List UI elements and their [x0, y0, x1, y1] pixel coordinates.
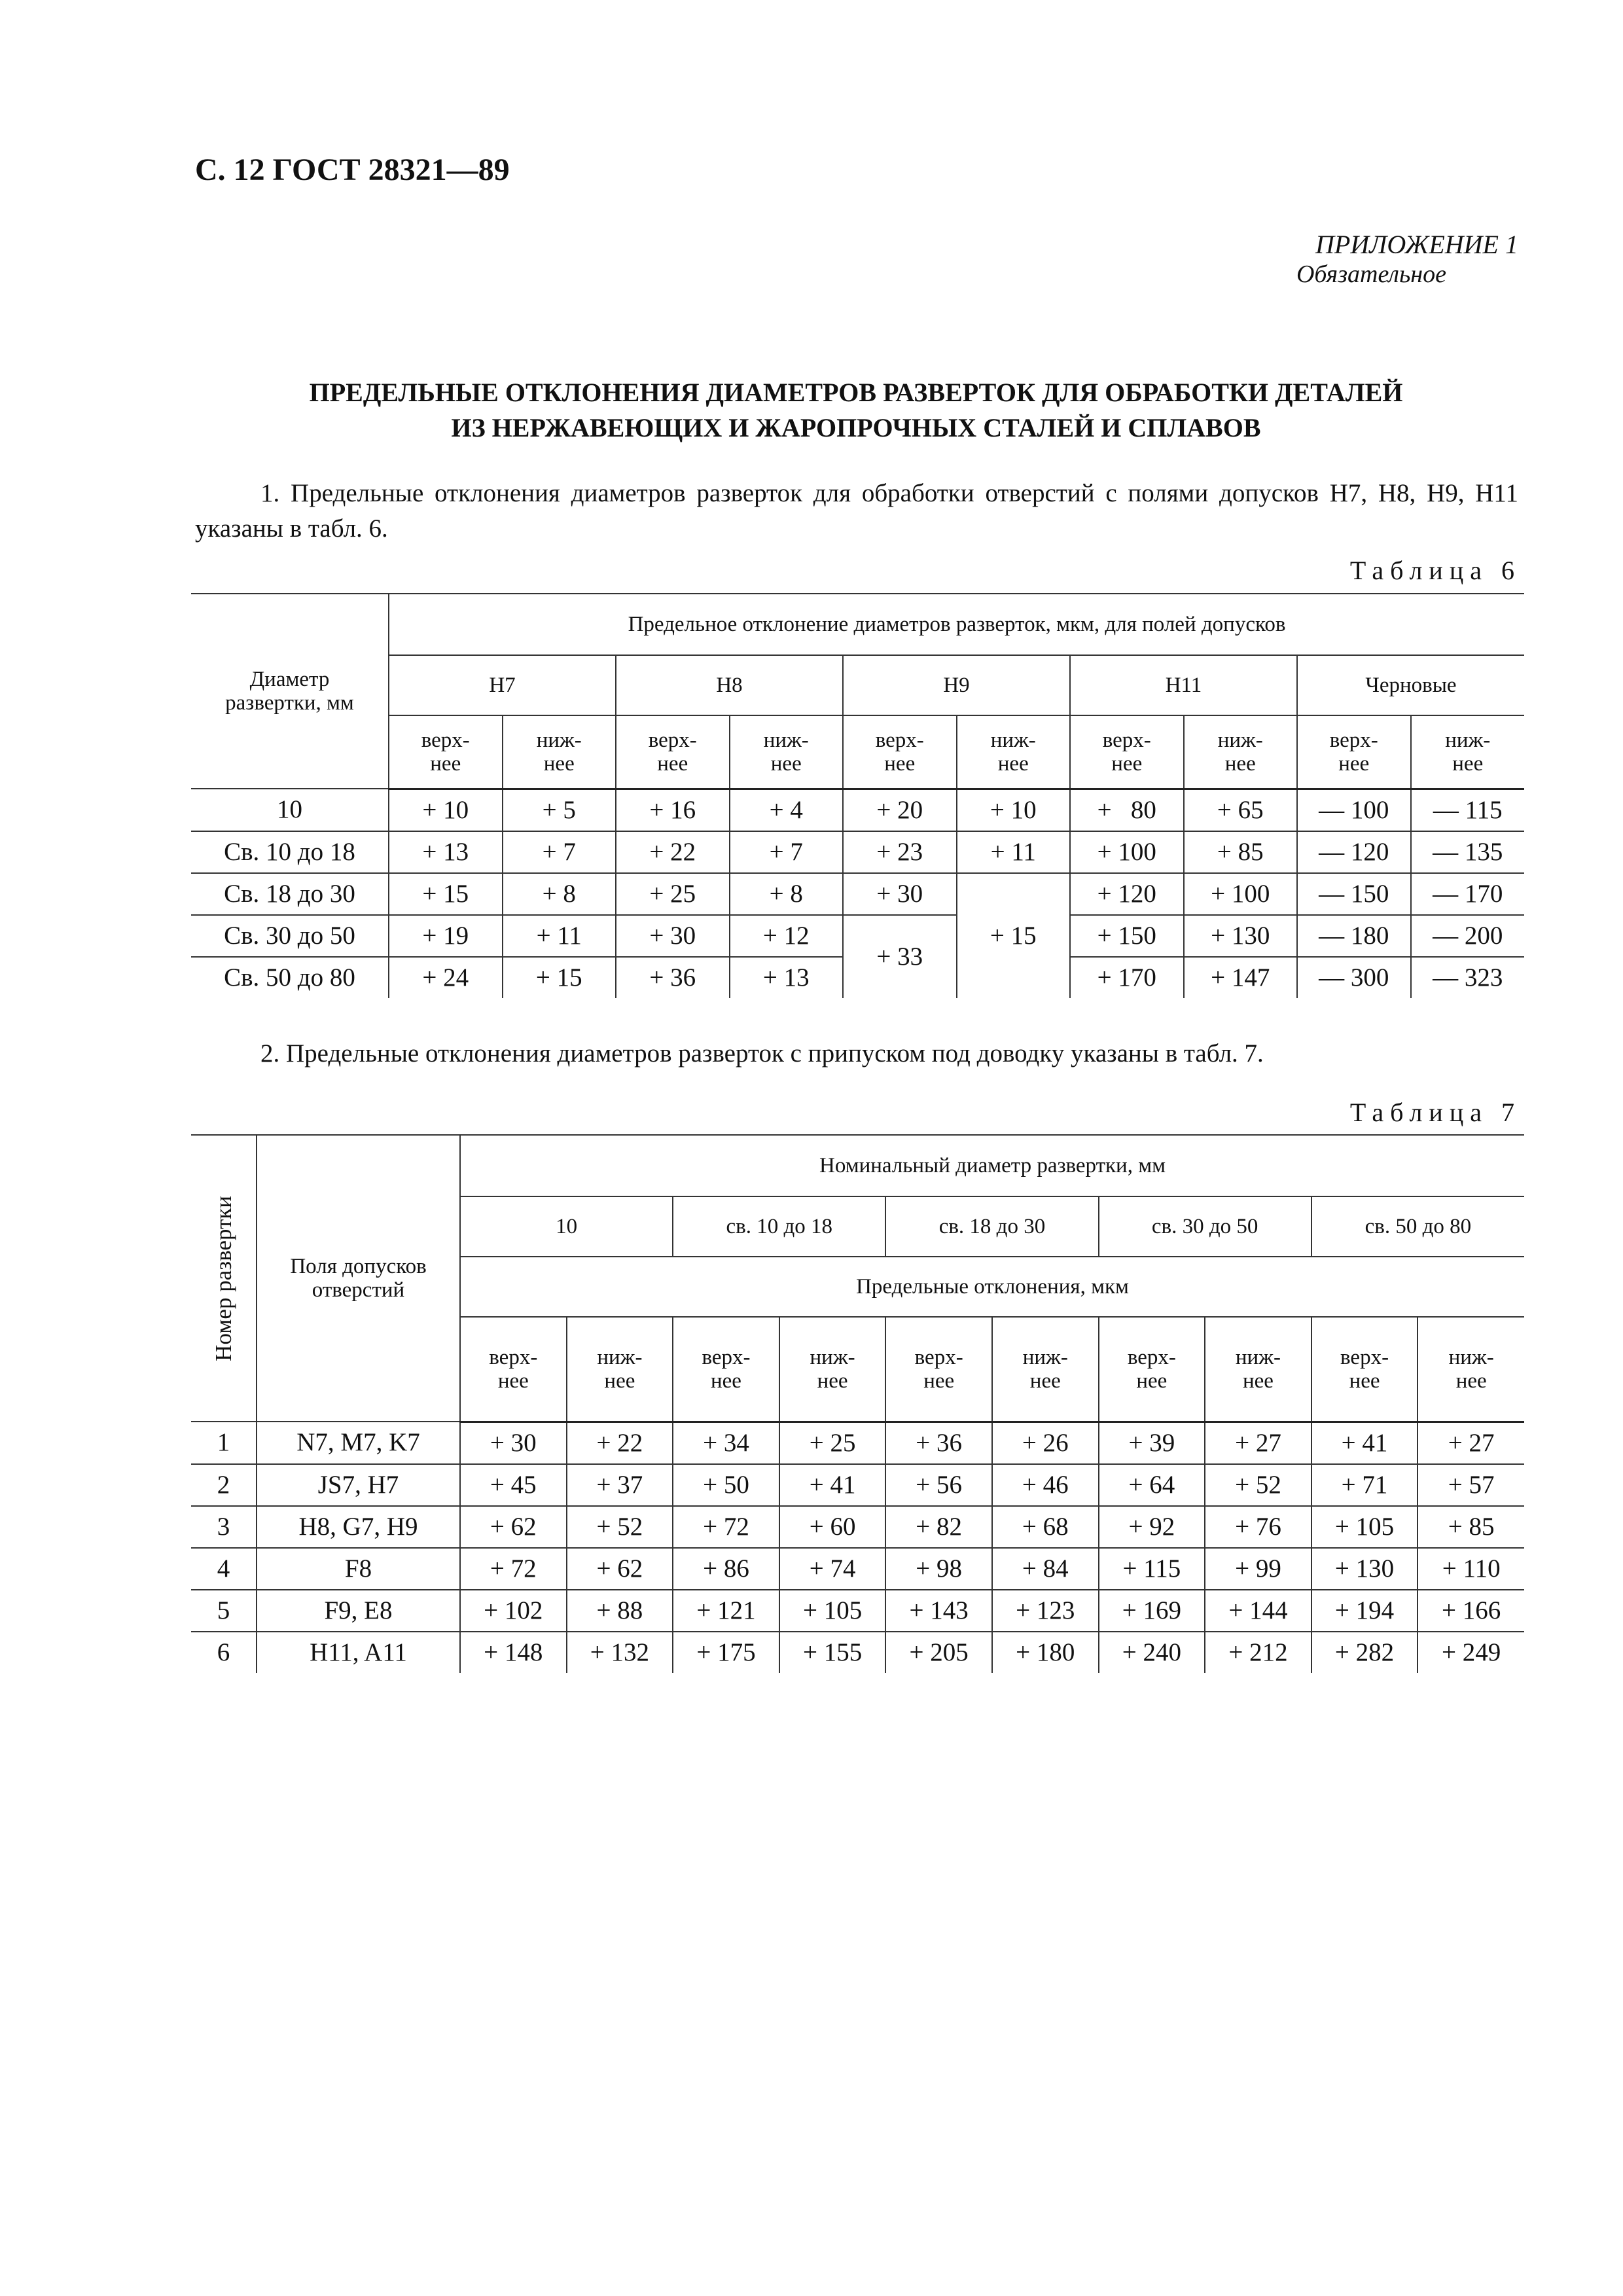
t7-value-cell: + 27 [1205, 1422, 1311, 1464]
section-heading [195, 375, 1517, 446]
t6-value-cell: + 15 [389, 873, 503, 915]
t7-fields-cell: F9, E8 [257, 1590, 460, 1632]
t7-value-cell: + 25 [779, 1422, 886, 1464]
t6-value-cell: + 30 [616, 915, 730, 957]
t6-lower-header: ниж- нее [1411, 715, 1525, 789]
t7-value-cell: + 166 [1418, 1590, 1524, 1632]
t7-row [191, 1548, 1524, 1590]
t6-upper-header: верх- нее [1070, 715, 1184, 789]
t7-lower-header: ниж- нее [1205, 1317, 1311, 1422]
t6-value-cell: + 100 [1070, 831, 1184, 873]
t7-upper-header: верх- нее [460, 1317, 567, 1422]
t6-value-cell: + 147 [1184, 957, 1298, 998]
t6-diameter-cell: Св. 30 до 50 [191, 915, 389, 957]
t6-field-rough: Черновые [1297, 655, 1524, 715]
t6-value-cell: — 323 [1411, 957, 1525, 998]
t7-value-cell: + 282 [1311, 1632, 1418, 1673]
t6-row [191, 789, 1524, 831]
t7-lower-header: ниж- нее [1418, 1317, 1524, 1422]
t7-value-cell: + 41 [779, 1464, 886, 1506]
t7-value-cell: + 86 [673, 1548, 779, 1590]
t6-value-cell: — 300 [1297, 957, 1411, 998]
t7-fields-label: Поля допусков отверстий [290, 1255, 427, 1302]
t6-group-header: Предельное отклонение диаметров разверток, мкм, для полей допусков [389, 594, 1524, 655]
t6-merged-h9-lower: + 15 [957, 873, 1071, 998]
t6-upper-header: верх- нее [1297, 715, 1411, 789]
t6-value-cell: + 170 [1070, 957, 1184, 998]
t6-diameter-label: Диаметр развертки, мм [225, 668, 354, 715]
t7-value-cell: + 240 [1099, 1632, 1205, 1673]
t7-number-label: Номер развертки [210, 1195, 236, 1361]
t7-number-cell: 1 [191, 1422, 257, 1464]
page-header: С. 12 ГОСТ 28321—89 [195, 152, 510, 187]
t6-value-cell: + 120 [1070, 873, 1184, 915]
t7-value-cell: + 110 [1418, 1548, 1524, 1590]
t7-value-cell: + 26 [992, 1422, 1099, 1464]
t7-value-cell: + 194 [1311, 1590, 1418, 1632]
t6-value-cell: — 120 [1297, 831, 1411, 873]
t6-value-cell: + 30 [843, 873, 957, 915]
t7-value-cell: + 84 [992, 1548, 1099, 1590]
t7-value-cell: + 52 [1205, 1464, 1311, 1506]
t7-value-cell: + 37 [567, 1464, 673, 1506]
t7-value-cell: + 143 [885, 1590, 992, 1632]
table-7-caption: Таблица 7 [1349, 1098, 1521, 1127]
t7-subheader: Предельные отклонения, мкм [460, 1257, 1524, 1317]
t7-value-cell: + 105 [1311, 1506, 1418, 1548]
t6-value-cell: + 85 [1184, 831, 1298, 873]
t7-value-cell: + 132 [567, 1632, 673, 1673]
table-6-caption: Таблица 6 [1349, 556, 1521, 585]
t7-value-cell: + 72 [460, 1548, 567, 1590]
t6-value-cell: + 15 [503, 957, 616, 998]
t6-value-cell: + 16 [616, 789, 730, 831]
t6-value-cell: + 20 [843, 789, 957, 831]
t7-row [191, 1422, 1524, 1464]
t7-value-cell: + 45 [460, 1464, 567, 1506]
t7-value-cell: + 62 [460, 1506, 567, 1548]
appendix-title: ПРИЛОЖЕНИЕ 1 [1315, 230, 1518, 259]
t6-value-cell: + 11 [503, 915, 616, 957]
t7-number-cell: 2 [191, 1464, 257, 1506]
t7-lower-header: ниж- нее [779, 1317, 886, 1422]
t7-row [191, 1590, 1524, 1632]
t6-lower-header: ниж- нее [730, 715, 844, 789]
t6-lower-header: ниж- нее [957, 715, 1071, 789]
t6-value-cell: — 150 [1297, 873, 1411, 915]
t7-value-cell: + 46 [992, 1464, 1099, 1506]
t7-value-cell: + 123 [992, 1590, 1099, 1632]
t6-field-h8: H8 [616, 655, 843, 715]
t7-value-cell: + 27 [1418, 1422, 1524, 1464]
t7-value-cell: + 71 [1311, 1464, 1418, 1506]
t7-diameter-cell: св. 30 до 50 [1099, 1196, 1311, 1257]
t6-value-cell: — 115 [1411, 789, 1525, 831]
t7-value-cell: + 74 [779, 1548, 886, 1590]
t7-fields-header [257, 1135, 460, 1422]
t7-value-cell: + 36 [885, 1422, 992, 1464]
t6-value-cell: + 25 [616, 873, 730, 915]
t7-number-cell: 3 [191, 1506, 257, 1548]
t7-value-cell: + 56 [885, 1464, 992, 1506]
t6-value-cell: + 13 [730, 957, 844, 998]
t7-value-cell: + 39 [1099, 1422, 1205, 1464]
table-6 [191, 593, 1524, 998]
t6-lower-header: ниж- нее [1184, 715, 1298, 789]
t7-value-cell: + 105 [779, 1590, 886, 1632]
t6-value-cell: + 36 [616, 957, 730, 998]
t6-upper-header: верх- нее [616, 715, 730, 789]
t6-value-cell: + 130 [1184, 915, 1298, 957]
t7-value-cell: + 60 [779, 1506, 886, 1548]
appendix-subtitle: Обязательное [1296, 260, 1446, 288]
t6-value-cell: + 65 [1184, 789, 1298, 831]
t7-value-cell: + 249 [1418, 1632, 1524, 1673]
t7-value-cell: + 57 [1418, 1464, 1524, 1506]
t7-diameter-cell: св. 50 до 80 [1311, 1196, 1524, 1257]
t6-value-cell: + 150 [1070, 915, 1184, 957]
t7-value-cell: + 64 [1099, 1464, 1205, 1506]
t7-upper-header: верх- нее [1311, 1317, 1418, 1422]
t6-value-cell: + 7 [503, 831, 616, 873]
t7-row [191, 1506, 1524, 1548]
t7-value-cell: + 22 [567, 1422, 673, 1464]
t6-diameter-cell: Св. 10 до 18 [191, 831, 389, 873]
t7-value-cell: + 34 [673, 1422, 779, 1464]
t7-row [191, 1632, 1524, 1673]
t7-value-cell: + 52 [567, 1506, 673, 1548]
t7-value-cell: + 98 [885, 1548, 992, 1590]
t7-value-cell: + 102 [460, 1590, 567, 1632]
t6-row [191, 873, 1524, 915]
table-7 [191, 1134, 1524, 1673]
t6-value-cell: + 5 [503, 789, 616, 831]
t7-value-cell: + 41 [1311, 1422, 1418, 1464]
t7-diameter-cell: св. 18 до 30 [885, 1196, 1098, 1257]
t6-value-cell: + 7 [730, 831, 844, 873]
t6-value-cell: — 180 [1297, 915, 1411, 957]
t6-field-h7: H7 [389, 655, 616, 715]
t6-value-cell: + 10 [957, 789, 1071, 831]
t7-fields-cell: F8 [257, 1548, 460, 1590]
t7-lower-header: ниж- нее [567, 1317, 673, 1422]
t7-value-cell: + 92 [1099, 1506, 1205, 1548]
t6-field-h11: H11 [1070, 655, 1297, 715]
t7-number-header [191, 1135, 257, 1422]
t7-value-cell: + 155 [779, 1632, 886, 1673]
t7-value-cell: + 205 [885, 1632, 992, 1673]
t6-value-cell: — 135 [1411, 831, 1525, 873]
t7-value-cell: + 144 [1205, 1590, 1311, 1632]
t6-diameter-cell: Св. 18 до 30 [191, 873, 389, 915]
t6-lower-header: ниж- нее [503, 715, 616, 789]
t7-fields-cell: N7, M7, K7 [257, 1422, 460, 1464]
t7-value-cell: + 82 [885, 1506, 992, 1548]
t6-value-cell: — 170 [1411, 873, 1525, 915]
t6-diameter-cell: Св. 50 до 80 [191, 957, 389, 998]
t6-value-cell: + 4 [730, 789, 844, 831]
t7-value-cell: + 121 [673, 1590, 779, 1632]
t7-diameter-cell: 10 [460, 1196, 673, 1257]
t6-value-cell: + 10 [389, 789, 503, 831]
t7-number-cell: 6 [191, 1632, 257, 1673]
t7-fields-cell: JS7, H7 [257, 1464, 460, 1506]
t6-value-cell: + 24 [389, 957, 503, 998]
t7-value-cell: + 85 [1418, 1506, 1524, 1548]
t6-value-cell: + 100 [1184, 873, 1298, 915]
t7-upper-header: верх- нее [885, 1317, 992, 1422]
t6-value-cell: + 8 [503, 873, 616, 915]
t7-value-cell: + 50 [673, 1464, 779, 1506]
t7-value-cell: + 88 [567, 1590, 673, 1632]
paragraph-1: 1. Предельные отклонения диаметров разверток для обработки отверстий с полями допусков H7, H8, H9, H11 указаны в табл. 6. [195, 479, 1518, 543]
t7-upper-header: верх- нее [673, 1317, 779, 1422]
t6-field-h9: H9 [843, 655, 1070, 715]
t7-value-cell: + 62 [567, 1548, 673, 1590]
t6-row [191, 831, 1524, 873]
t7-lower-header: ниж- нее [992, 1317, 1099, 1422]
t7-value-cell: + 180 [992, 1632, 1099, 1673]
t6-subheader-row [191, 715, 1524, 789]
t6-value-cell: + 12 [730, 915, 844, 957]
t7-fields-cell: H8, G7, H9 [257, 1506, 460, 1548]
t7-value-cell: + 175 [673, 1632, 779, 1673]
t7-value-cell: + 212 [1205, 1632, 1311, 1673]
t6-value-cell: + 23 [843, 831, 957, 873]
t7-fields-cell: H11, A11 [257, 1632, 460, 1673]
heading-line-2: ИЗ НЕРЖАВЕЮЩИХ И ЖАРОПРОЧНЫХ СТАЛЕЙ И СПЛАВОВ [451, 413, 1261, 442]
t7-group-header: Номинальный диаметр развертки, мм [460, 1135, 1524, 1196]
t7-number-cell: 4 [191, 1548, 257, 1590]
t6-diameter-cell: 10 [191, 789, 389, 831]
t7-value-cell: + 68 [992, 1506, 1099, 1548]
t6-value-cell: + 8 [730, 873, 844, 915]
t7-number-cell: 5 [191, 1590, 257, 1632]
t7-value-cell: + 72 [673, 1506, 779, 1548]
t6-merged-h9-upper: + 33 [843, 915, 957, 998]
t6-value-cell: — 200 [1411, 915, 1525, 957]
t6-upper-header: верх- нее [843, 715, 957, 789]
t7-value-cell: + 115 [1099, 1548, 1205, 1590]
t7-value-cell: + 130 [1311, 1548, 1418, 1590]
t6-value-cell: + 22 [616, 831, 730, 873]
t7-value-cell: + 76 [1205, 1506, 1311, 1548]
t6-value-cell: + 80 [1070, 789, 1184, 831]
t7-value-cell: + 148 [460, 1632, 567, 1673]
t6-value-cell: + 13 [389, 831, 503, 873]
t6-diameter-header [191, 594, 389, 789]
t6-value-cell: + 11 [957, 831, 1071, 873]
t6-row [191, 915, 1524, 957]
t7-value-cell: + 99 [1205, 1548, 1311, 1590]
t6-value-cell: — 100 [1297, 789, 1411, 831]
paragraph-2: 2. Предельные отклонения диаметров разверток с припуском под доводку указаны в табл. 7. [260, 1039, 1264, 1067]
t6-value-cell: + 19 [389, 915, 503, 957]
t7-row [191, 1464, 1524, 1506]
t7-upper-header: верх- нее [1099, 1317, 1205, 1422]
t7-value-cell: + 169 [1099, 1590, 1205, 1632]
t7-value-cell: + 30 [460, 1422, 567, 1464]
heading-line-1: ПРЕДЕЛЬНЫЕ ОТКЛОНЕНИЯ ДИАМЕТРОВ РАЗВЕРТОК ДЛЯ ОБРАБОТКИ ДЕТАЛЕЙ [309, 378, 1403, 407]
t7-diameter-cell: св. 10 до 18 [673, 1196, 885, 1257]
t6-upper-header: верх- нее [389, 715, 503, 789]
